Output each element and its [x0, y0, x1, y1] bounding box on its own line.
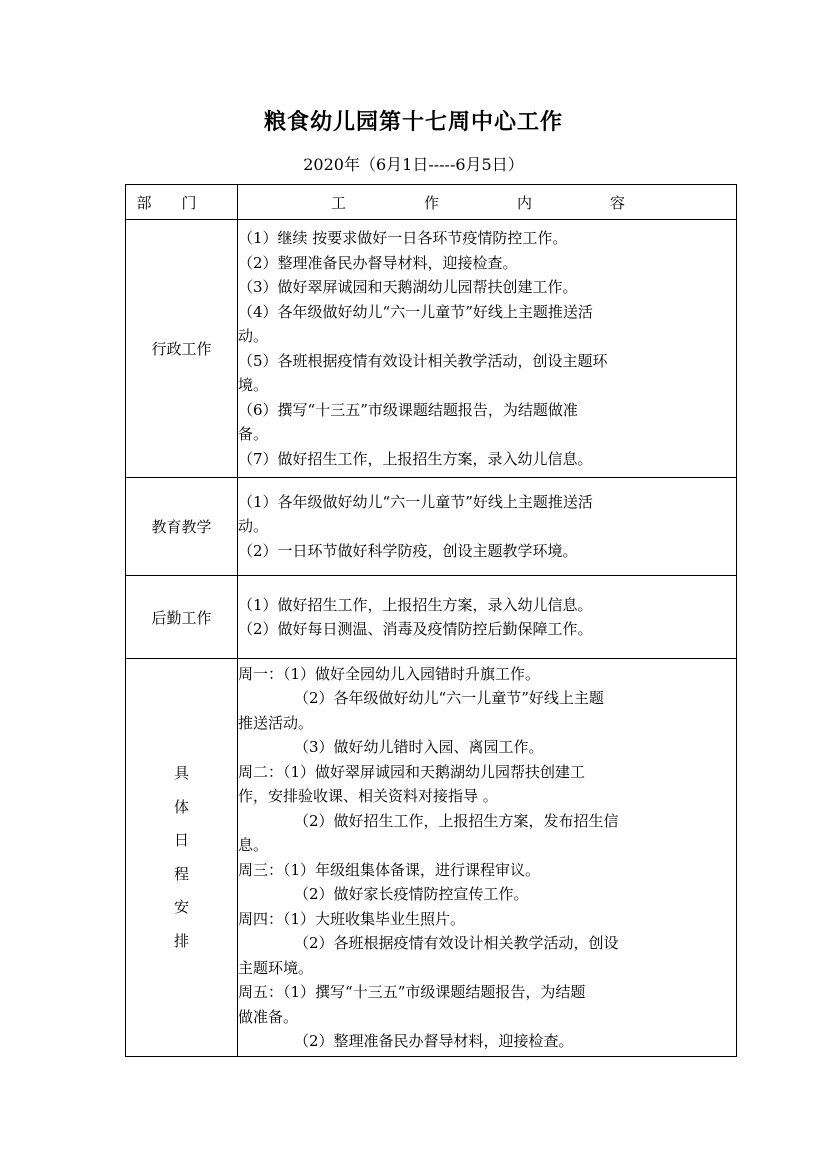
schedule-line: （3）做好幼儿错时入园、离园工作。 [294, 738, 544, 756]
content-line: 动。 [238, 327, 269, 345]
department-cell: 教育教学 [126, 478, 238, 576]
content-line: （5）各班根据疫情有效设计相关教学活动，创设主题环 [238, 351, 608, 370]
table-row [126, 220, 737, 478]
work-table [125, 184, 737, 1057]
content-line: （7）做好招生工作，上报招生方案，录入幼儿信息。 [238, 449, 593, 468]
schedule-line: 息。 [238, 836, 269, 854]
schedule-line: 做准备。 [238, 1007, 299, 1026]
schedule-line: （2）做好家长疫情防控宣传工作。 [294, 885, 529, 903]
content-cell [238, 478, 737, 576]
content-line: （2）做好每日测温、消毒及疫情防控后勤保障工作。 [238, 620, 593, 638]
schedule-line: （2）整理准备民办督导材料，迎接检查。 [294, 1032, 574, 1050]
document-title: 粮食幼儿园第十七周中心工作 [263, 110, 563, 135]
schedule-label-char: 日 [173, 831, 189, 849]
content-cell [238, 220, 737, 478]
content-line: 动。 [238, 517, 269, 536]
table-row [126, 576, 737, 659]
content-line: （4）各年级做好幼儿“六一儿童节”好线上主题推送活 [238, 302, 593, 321]
content-line: （1）做好招生工作，上报招生方案，录入幼儿信息。 [238, 595, 593, 614]
schedule-line: 周四：（1）大班收集毕业生照片。 [238, 909, 466, 928]
content-line: （1）各年级做好幼儿“六一儿童节”好线上主题推送活 [238, 492, 593, 511]
content-line: 备。 [238, 425, 269, 443]
schedule-line: 周五：（1）撰写“十三五”市级课题结题报告，为结题 [238, 983, 586, 1001]
table-header-row [126, 185, 737, 220]
schedule-label-char: 安 [173, 898, 189, 916]
schedule-line: 周三：（1）年级组集体备课，进行课程审议。 [238, 860, 541, 879]
schedule-line: 周二：（1）做好翠屏诚园和天鹅湖幼儿园帮扶创建工 [238, 762, 586, 781]
schedule-label-char: 体 [173, 797, 189, 816]
header-department-label: 部门 [136, 193, 227, 212]
content-line: 境。 [238, 376, 269, 394]
document-date-range: 2020年（6月1日-----6月5日） [303, 155, 524, 174]
content-line: （2）一日环节做好科学防疫，创设主题教学环境。 [238, 541, 578, 560]
header-content [238, 185, 737, 220]
schedule-line: （2）各年级做好幼儿“六一儿童节”好线上主题 [294, 689, 604, 707]
department-cell: 行政工作 [126, 220, 238, 478]
content-line: （2）整理准备民办督导材料，迎接检查。 [238, 253, 518, 272]
content-line: （1）继续 按要求做好一日各环节疫情防控工作。 [238, 229, 568, 247]
header-department [126, 185, 238, 220]
content-line: （6）撰写“十三五”市级课题结题报告，为结题做准 [238, 400, 578, 419]
schedule-line: 周一：（1）做好全园幼儿入园错时升旗工作。 [238, 664, 541, 683]
schedule-line: 作，安排验收课、相关资料对接指导 。 [238, 787, 498, 805]
schedule-content-cell [238, 659, 737, 1057]
header-content-label: 工作内容 [330, 193, 703, 212]
content-line: （3）做好翠屏诚园和天鹅湖幼儿园帮扶创建工作。 [238, 278, 578, 296]
schedule-line: 主题环境。 [238, 958, 314, 977]
schedule-label-char: 具 [173, 764, 189, 782]
content-cell [238, 576, 737, 659]
schedule-label-char: 排 [173, 931, 189, 950]
schedule-row [126, 659, 737, 1057]
schedule-line: （2）做好招生工作，上报招生方案，发布招生信 [294, 811, 619, 830]
schedule-line: 推送活动。 [238, 713, 314, 732]
schedule-line: （2）各班根据疫情有效设计相关教学活动，创设 [294, 934, 619, 952]
schedule-label-char: 程 [173, 864, 189, 883]
table-row [126, 478, 737, 576]
schedule-department-cell [126, 659, 238, 1057]
department-cell: 后勤工作 [126, 576, 238, 659]
